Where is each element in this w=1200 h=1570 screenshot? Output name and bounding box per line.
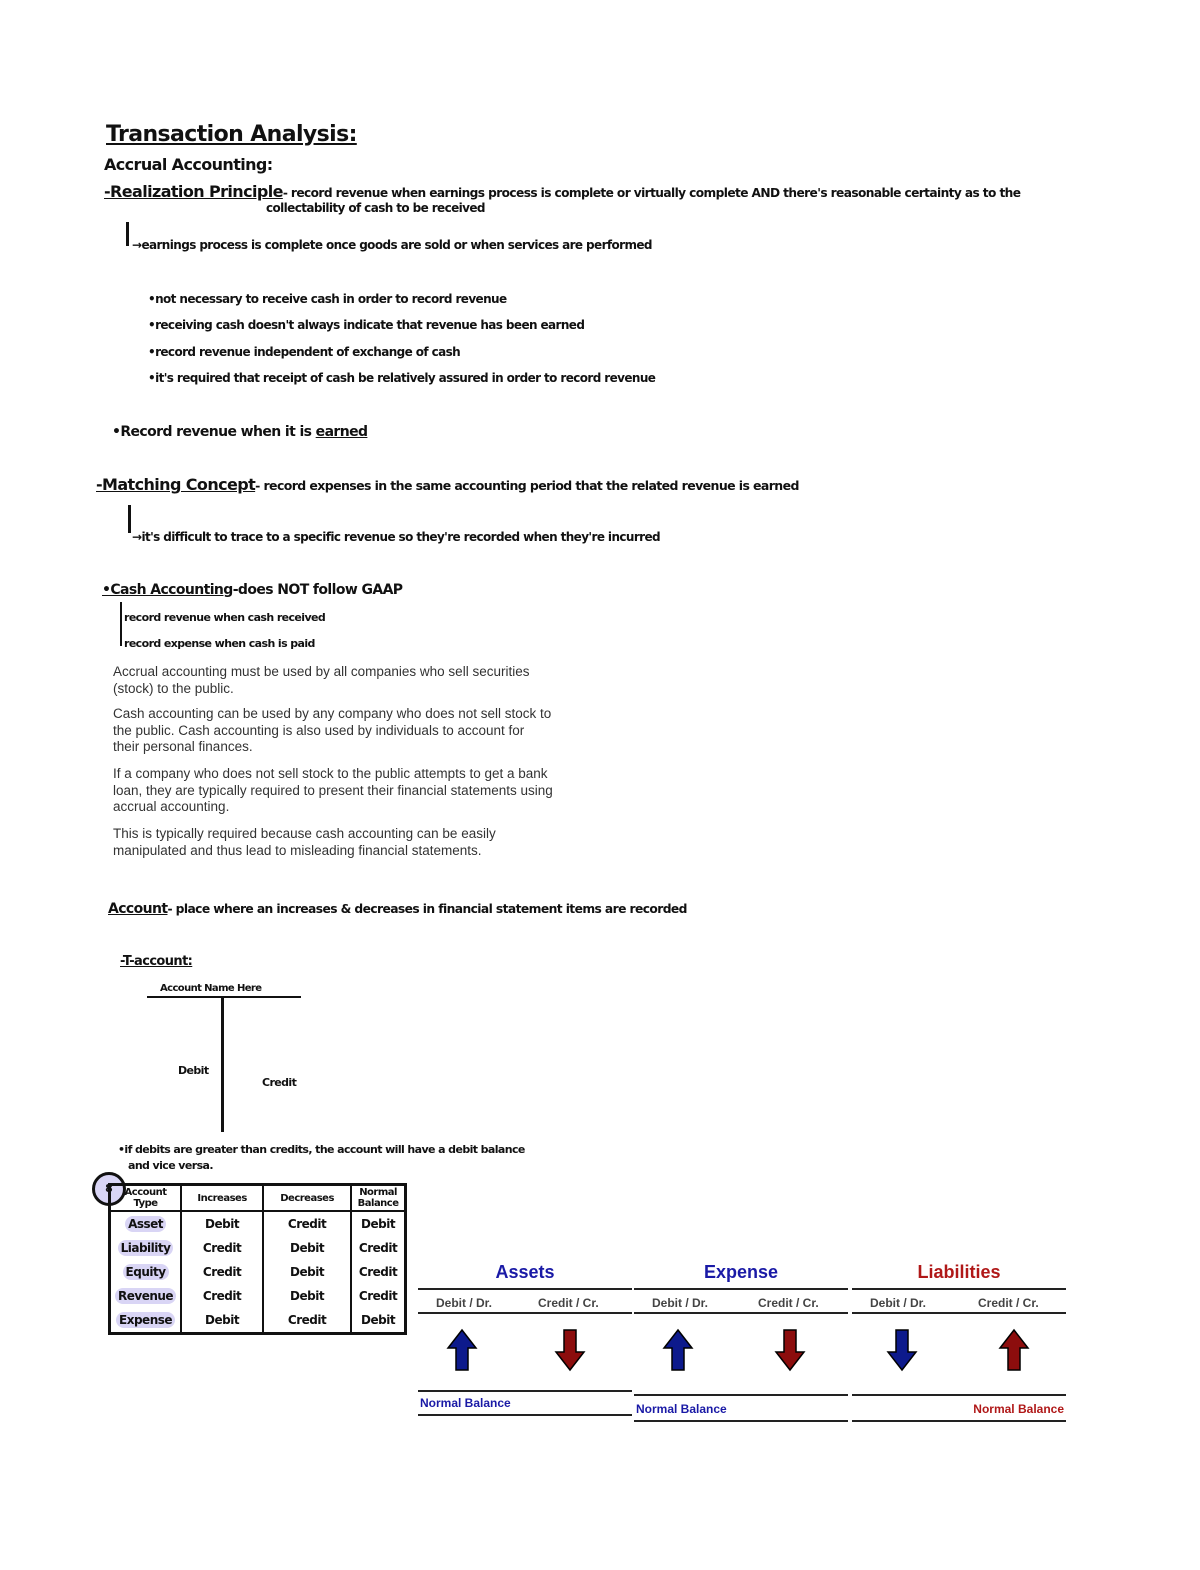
up-arrow-icon: [662, 1328, 694, 1372]
cash-definition: -does NOT follow GAAP: [232, 582, 403, 598]
bullet-3: •record revenue independent of exchange of cash: [148, 345, 461, 359]
table-cell: Credit: [263, 1308, 351, 1334]
table-cell: Credit: [181, 1284, 263, 1308]
up-arrow-icon: [446, 1328, 478, 1372]
liabilities-card: [852, 1262, 1066, 1430]
card-rule: [634, 1420, 848, 1422]
down-arrow-icon: [886, 1328, 918, 1372]
matching-sub: →it's difficult to trace to a specific revenue so they're recorded when they're incurred: [132, 530, 661, 544]
t-account-stem: [221, 997, 224, 1132]
table-row: [110, 1211, 406, 1236]
card-title: Assets: [495, 1262, 555, 1282]
account-line: [108, 901, 687, 917]
bullet-4: •it's required that receipt of cash be relatively assured in order to record revenue: [148, 371, 656, 385]
table-cell: Expense: [110, 1308, 182, 1334]
t-account-name: Account Name Here: [160, 983, 262, 994]
matching-definition: - record expenses in the same accounting period that the related revenue is earned: [255, 478, 799, 493]
account-definition: - place where an increases & decreases in financial statement items are recorded: [167, 902, 687, 916]
record-revenue-emph: earned: [315, 424, 368, 440]
debit-label: Debit / Dr.: [870, 1296, 927, 1310]
card-rule: [852, 1394, 1066, 1396]
table-cell: Debit: [351, 1211, 406, 1236]
card-rule: [634, 1394, 848, 1396]
cash-term: •Cash Accounting: [102, 582, 233, 598]
t-account-debit: Debit: [178, 1064, 209, 1077]
account-rules-table: [108, 1183, 407, 1335]
bullet-2: •receiving cash doesn't always indicate that revenue has been earned: [148, 318, 585, 332]
card-rule: [634, 1312, 848, 1314]
credit-label: Credit / Cr.: [758, 1296, 819, 1310]
branch-line: [128, 505, 131, 533]
record-revenue-note: [112, 424, 367, 440]
branch-line: [126, 222, 129, 246]
card-title: Liabilities: [917, 1262, 1001, 1282]
paragraph-1: Accrual accounting must be used by all companies who sell securities (stock) to the public.: [113, 664, 530, 696]
table-cell: Debit: [263, 1236, 351, 1260]
table-row: [110, 1260, 406, 1284]
credit-label: Credit / Cr.: [978, 1296, 1039, 1310]
table-row: [110, 1308, 406, 1334]
table-cell: Credit: [263, 1211, 351, 1236]
cash-sub-2: record expense when cash is paid: [124, 637, 315, 650]
t-account-top-bar: [147, 996, 301, 998]
realization-definition: - record revenue when earnings process is complete or virtually complete AND there's reasonable certainty as to the: [282, 186, 1021, 200]
table-cell: Debit: [351, 1308, 406, 1334]
realization-definition-cont: collectability of cash to be received: [266, 201, 485, 215]
matching-term: -Matching Concept: [96, 475, 256, 494]
cash-sub-1: record revenue when cash received: [124, 611, 326, 624]
table-cell: Liability: [110, 1236, 182, 1260]
table-cell: Debit: [181, 1211, 263, 1236]
debit-label: Debit / Dr.: [652, 1296, 709, 1310]
paragraph-2: Cash accounting can be used by any company who does not sell stock to the public. Cash accounting is also used by individuals to account for their personal finances.: [113, 706, 552, 754]
table-cell: Debit: [263, 1284, 351, 1308]
card-rule: [418, 1390, 632, 1392]
page-title: Transaction Analysis:: [106, 122, 357, 147]
normal-balance-label: Normal Balance: [973, 1402, 1064, 1416]
table-cell: Debit: [263, 1260, 351, 1284]
table-cell: Equity: [110, 1260, 182, 1284]
table-cell: Credit: [181, 1236, 263, 1260]
card-rule: [852, 1288, 1066, 1290]
table-row: [110, 1284, 406, 1308]
down-arrow-icon: [774, 1328, 806, 1372]
card-rule: [852, 1420, 1066, 1422]
table-cell: Credit: [351, 1284, 406, 1308]
card-title: Expense: [703, 1262, 779, 1282]
earnings-process-note: →earnings process is complete once goods are sold or when services are performed: [132, 238, 652, 252]
bullet-1: •not necessary to receive cash in order to record revenue: [148, 292, 507, 306]
table-cell: Asset: [110, 1211, 182, 1236]
table-header: Decreases: [263, 1185, 351, 1212]
paragraph-4: This is typically required because cash accounting can be easily manipulated and thus lead to misleading financial statements.: [113, 826, 496, 858]
table-row: [110, 1236, 406, 1260]
table-cell: Credit: [181, 1260, 263, 1284]
debit-label: Debit / Dr.: [436, 1296, 493, 1310]
realization-line: [104, 182, 1020, 201]
table-badge: 8: [92, 1172, 126, 1206]
balance-note-2: and vice versa.: [128, 1159, 213, 1172]
assets-card: [418, 1262, 632, 1430]
realization-term: -Realization Principle: [104, 182, 283, 201]
credit-label: Credit / Cr.: [538, 1296, 599, 1310]
card-rule: [852, 1312, 1066, 1314]
t-account-credit: Credit: [262, 1076, 297, 1089]
cash-line: [102, 582, 402, 598]
card-rule: [418, 1414, 632, 1416]
table-cell: Credit: [351, 1236, 406, 1260]
balance-note-1: •if debits are greater than credits, the account will have a debit balance: [118, 1143, 525, 1156]
record-revenue-text: •Record revenue when it is: [112, 424, 316, 440]
matching-line: [96, 475, 799, 494]
table-cell: Credit: [351, 1260, 406, 1284]
table-header: Account Type: [110, 1185, 182, 1212]
account-term: Account: [108, 901, 168, 917]
card-rule: [418, 1288, 632, 1290]
t-account-label: -T-account:: [120, 954, 193, 969]
normal-balance-label: Normal Balance: [420, 1396, 511, 1410]
card-rule: [634, 1288, 848, 1290]
table-header: Normal Balance: [351, 1185, 406, 1212]
down-arrow-icon: [554, 1328, 586, 1372]
table-cell: Debit: [181, 1308, 263, 1334]
accrual-heading: Accrual Accounting:: [104, 155, 273, 174]
normal-balance-label: Normal Balance: [636, 1402, 727, 1416]
table-cell: Revenue: [110, 1284, 182, 1308]
branch-line: [120, 602, 122, 646]
expense-card: [634, 1262, 848, 1430]
up-arrow-icon: [998, 1328, 1030, 1372]
card-rule: [418, 1312, 632, 1314]
paragraph-3: If a company who does not sell stock to the public attempts to get a bank loan, they are typically required to present their financial statements using accrual accounting.: [113, 766, 553, 814]
table-header: Increases: [181, 1185, 263, 1212]
